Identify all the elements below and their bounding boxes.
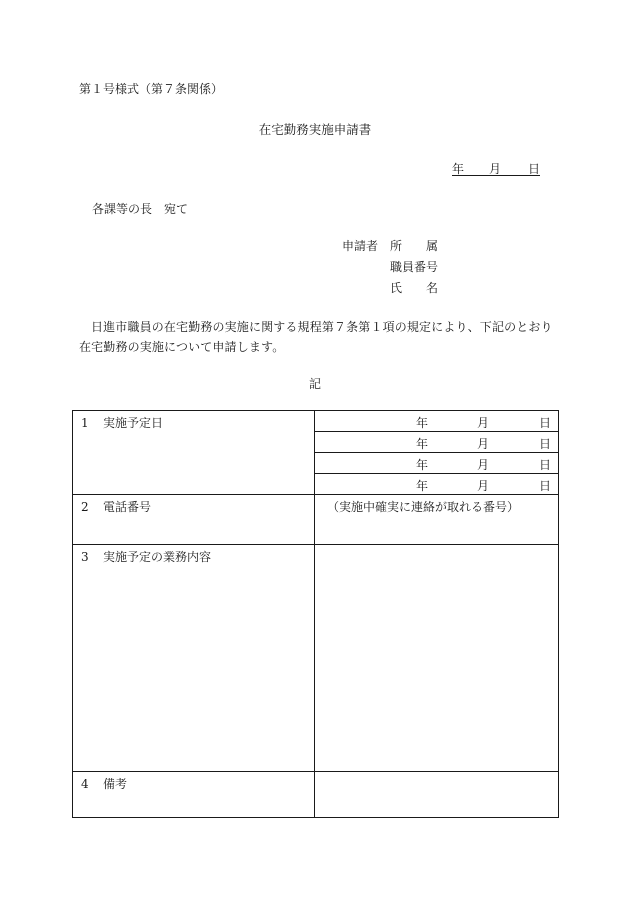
date-day-label: 日 [539, 458, 552, 472]
ki-label: 記 [308, 377, 321, 391]
table-row [73, 411, 559, 432]
table-row [73, 545, 559, 772]
body-text: 日進市職員の在宅勤務の実施に関する規程第７条第１項の規定により、下記のとおり在宅勤務の実施について申請します。 [79, 320, 553, 354]
table-row [73, 495, 559, 545]
document-title: 在宅勤務実施申請書 [258, 122, 372, 137]
date-year-label: 年 [416, 437, 429, 451]
date-year-label: 年 [416, 416, 429, 430]
row-label-implementation-date [73, 411, 315, 495]
date-day-label: 日 [539, 416, 552, 430]
date-month-label: 月 [477, 479, 490, 493]
date-day-label: 日 [539, 479, 552, 493]
row-label: 電話番号 [103, 500, 152, 514]
row-label: 実施予定の業務内容 [103, 550, 212, 564]
applicant-field-name: 氏 名 [390, 281, 439, 295]
date-entry-1[interactable] [315, 411, 559, 432]
phone-number-note: （実施中確実に連絡が取れる番号） [327, 500, 520, 514]
table-row [73, 772, 559, 818]
date-day-label: 日 [539, 437, 552, 451]
applicant-label: 申請者 [342, 239, 379, 253]
row-number: 2 [81, 500, 89, 514]
date-entry-3[interactable] [315, 453, 559, 474]
form-number: 第１号様式（第７条関係） [79, 82, 224, 96]
date-month-label: 月 [489, 162, 502, 176]
date-entry-2[interactable] [315, 432, 559, 453]
application-date [452, 160, 540, 176]
date-month-label: 月 [477, 437, 490, 451]
work-content-field[interactable] [315, 545, 559, 772]
date-year-label: 年 [452, 162, 465, 176]
applicant-field-department: 所 属 [390, 239, 439, 253]
row-number: 3 [81, 550, 89, 564]
phone-number-field[interactable] [315, 495, 559, 545]
application-table [72, 410, 559, 818]
remarks-field[interactable] [315, 772, 559, 818]
row-label: 備考 [103, 777, 128, 791]
row-label-work-content [73, 545, 315, 772]
date-year-label: 年 [416, 458, 429, 472]
addressee: 各課等の長 宛て [92, 202, 189, 216]
applicant-field-employee-number: 職員番号 [390, 260, 439, 274]
date-month-label: 月 [477, 458, 490, 472]
date-month-label: 月 [477, 416, 490, 430]
row-label-remarks [73, 772, 315, 818]
date-entry-4[interactable] [315, 474, 559, 495]
row-number: 4 [81, 777, 89, 791]
date-day-label: 日 [528, 162, 541, 176]
row-label-phone-number [73, 495, 315, 545]
row-number: 1 [81, 416, 89, 430]
date-year-label: 年 [416, 479, 429, 493]
row-label: 実施予定日 [103, 416, 164, 430]
